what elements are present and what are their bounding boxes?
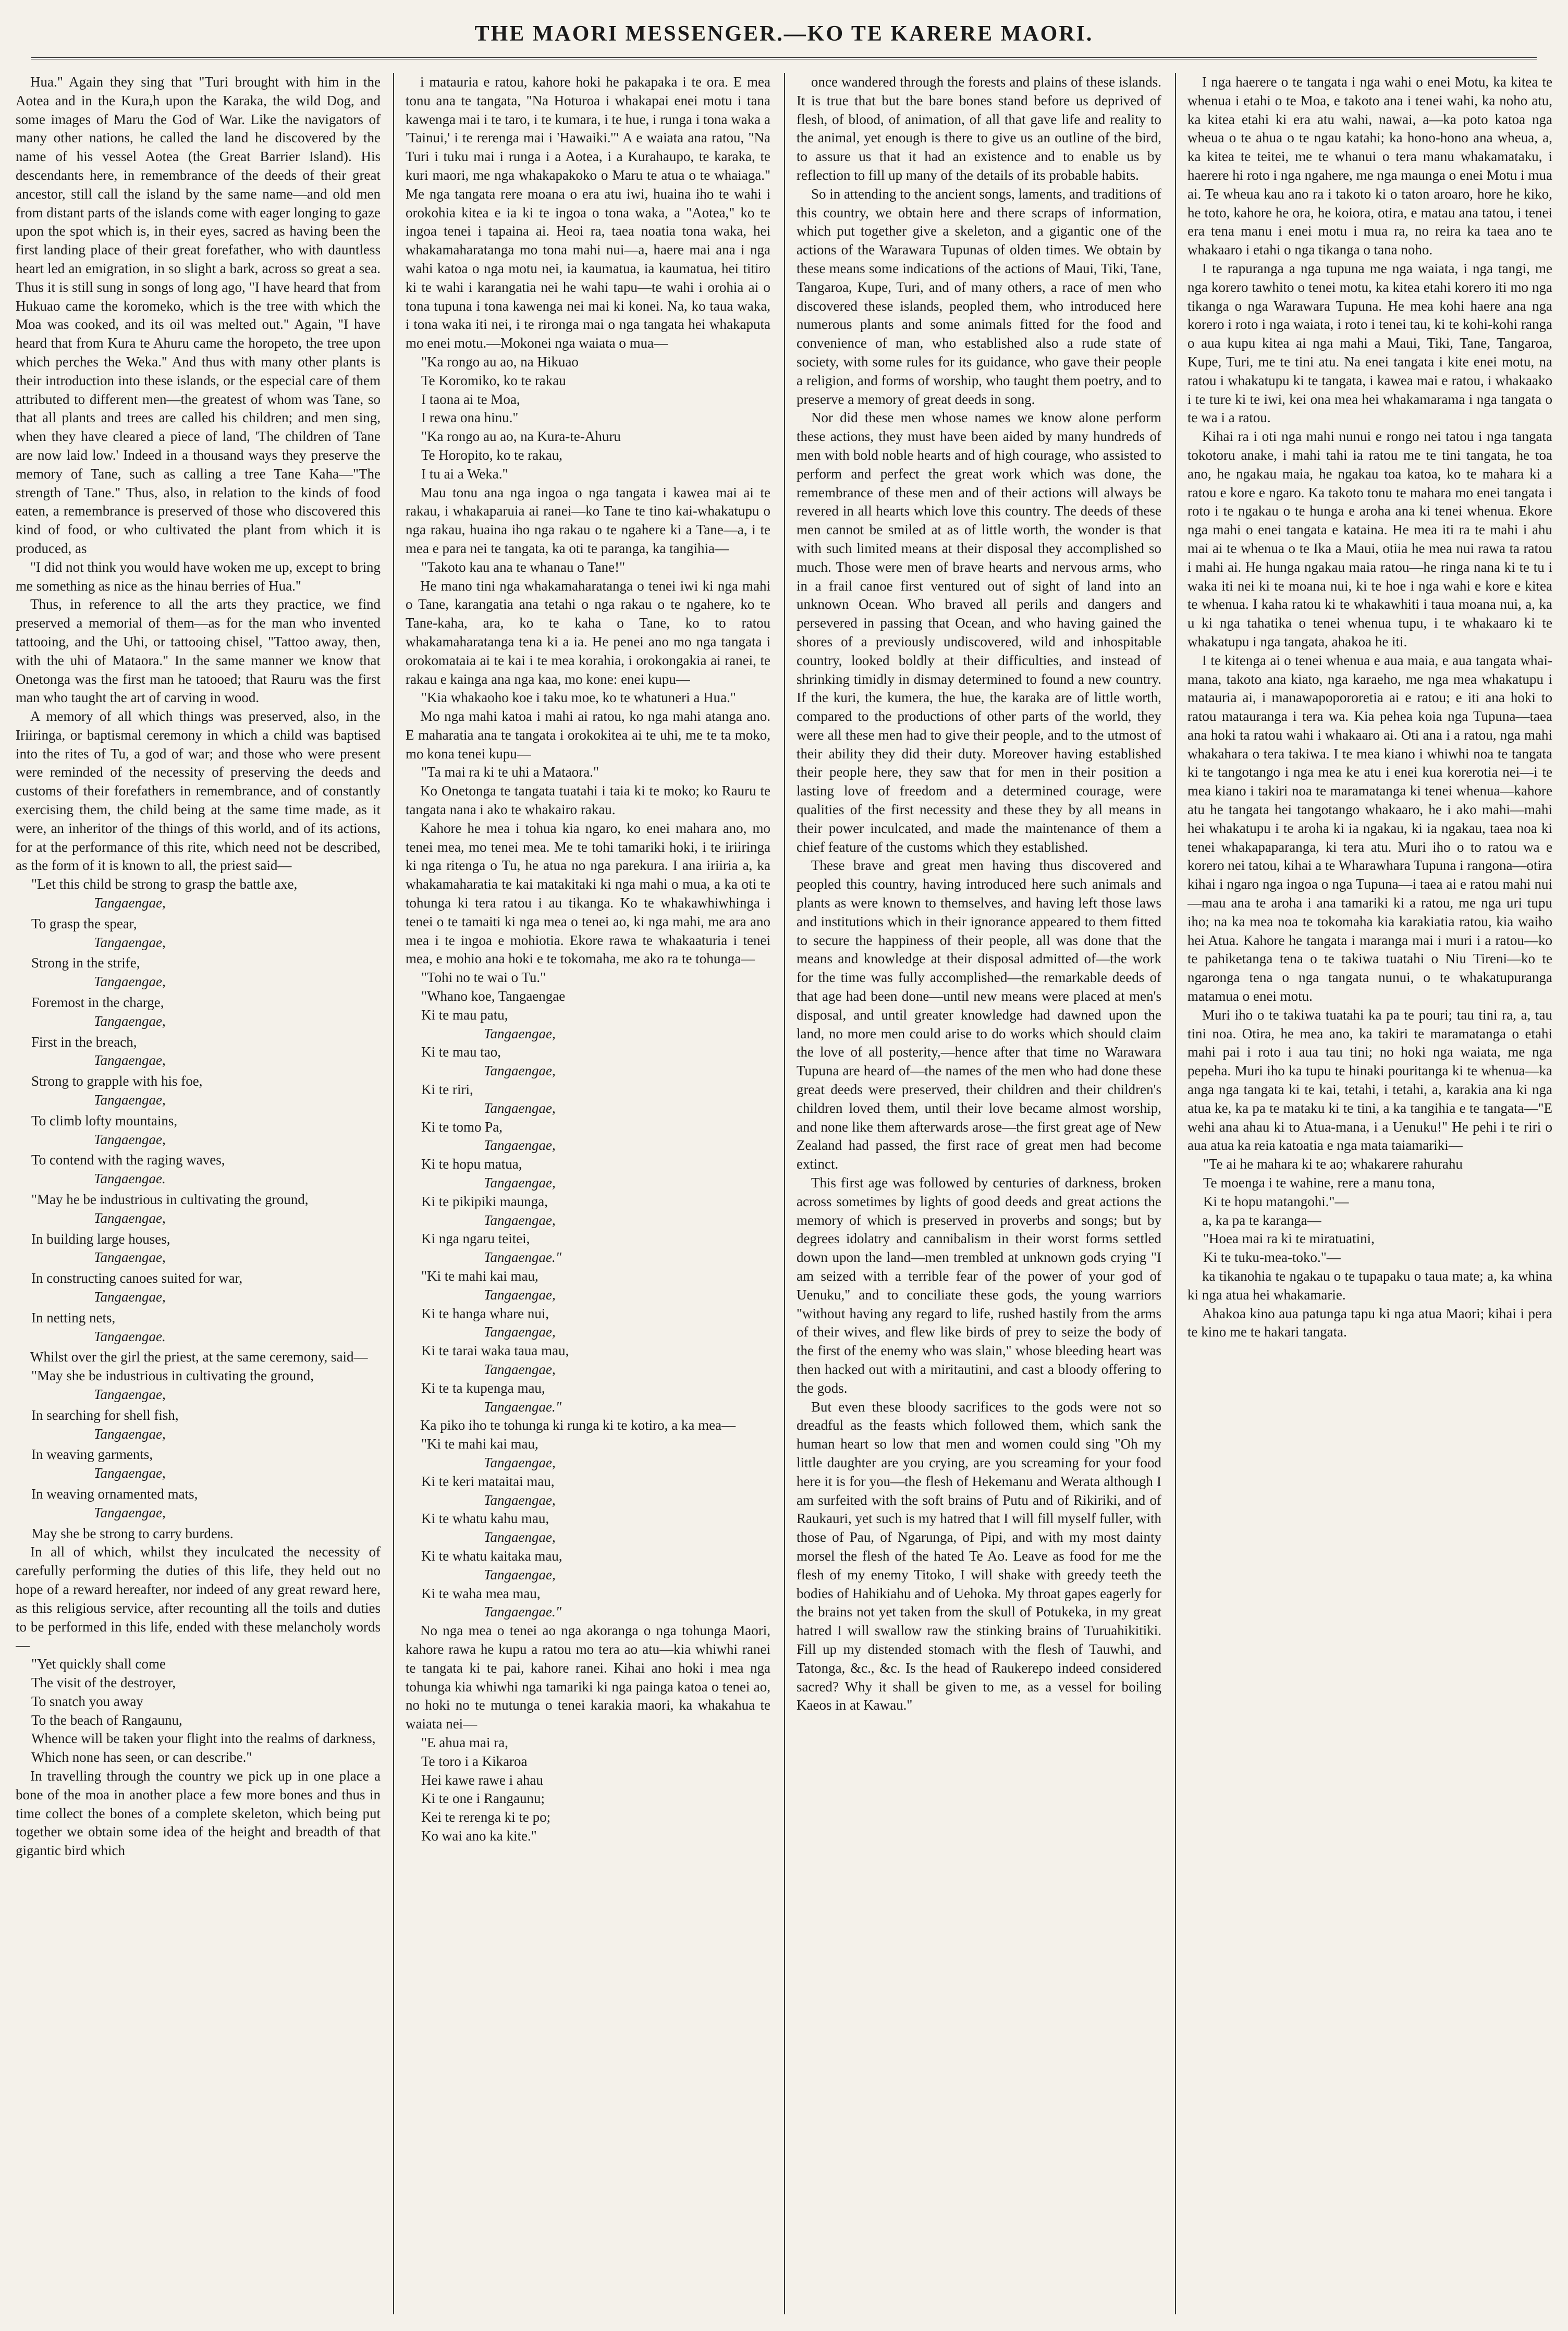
verse-refrain: Tangaengae, [94,895,166,911]
verse-line: To snatch you away [31,1693,143,1709]
verse-refrain: Tangaengae, [484,1529,556,1545]
paragraph: This first age was followed by centuries of darkness, broken across sometimes by lights of good deeds and great actions the memory of which is preserved in proverbs and songs; but by degrees idolatry and cannibalism in their worst forms settled down upon the land—men trembled at unknown gods crying "I am seized with a terrible fear of the power of your god of Uenuku," and to conciliate these gods, the young warriors "without having any regard to life, rushed hastily from the arms of their wives, and flew like birds of prey to seize the body of the first of the enemy who was slain," whose bleeding heart was then hacked out with a miritautini, and cast a bloody offering to the gods. [797,1175,1161,1396]
verse-refrain: Tangaengae." [484,1604,562,1620]
paragraph: A memory of all which things was preserved, also, in the Iriiringa, or baptismal ceremony in which a child was baptised into the rites of Tu, a god of war; and those who were present were reminded of the necessity of preserving the deeds and customs of their forefathers in remembrance, and of constantly exercising them, the child being at the same time made, as it were, an inheritor of the things of this world, and of its actions, for at the performance of this rite, which need not be described, as the form of it is known to all, the priest said— [16,708,381,874]
verse-line: In netting nets, [31,1309,116,1326]
verse-line: Ki te tomo Pa, [421,1119,503,1135]
paragraph: Whilst over the girl the priest, at the same ceremony, said— [30,1349,368,1365]
verse-refrain: Tangaengae, [484,1566,556,1582]
verse-refrain: Tangaengae, [484,1324,556,1340]
column-rule [393,73,394,2314]
paragraph: In travelling through the country we pick up in one place a bone of the moa in another place a few more bones and thus in time collect the bones of a complete skeleton, which being put together we obtain some idea of the height and breadth of that gigantic bird which [16,1768,381,1859]
verse-line: In searching for shell fish, [31,1407,179,1423]
paragraph: Muri iho o te takiwa tuatahi ka pa te pouri; tau tini ra, a, tau tini noa. Otira, he mea ano, ka takiri te maramatanga o etahi mahi pai i roto i aua tau tini; no hoki nga waiata, me nga pepeha. Muri iho ka tupu te hinaki pouritanga ki te whenua—ka anga nga tangata ki te kai, tetahi, i tetahi, a, karakia ana ki nga atua ke, ka pa te mataku ki te tini, a ka tangihia e te tangata—"E wehi ana ahau ki to Atua-mana, i a Uenuku!" He pehi i te riri o aua atua ka reia katoatia e nga mata taiamariki— [1187,1007,1552,1154]
paragraph: Mau tonu ana nga ingoa o nga tangata i kawea mai ai te rakau, i whakaparuia ai ranei—ko Tane te tino kai-whakatupu o nga rakau, huaina iho nga rakau o te ngahere ki a Tane—a, i te mea e para nei te tangata, ka oti te paranga, ka tangihia— [406,484,770,556]
verse-line: In building large houses, [31,1231,170,1247]
paragraph: But even these bloody sacrifices to the gods were not so dreadful as the feasts which followed them, which sank the human heart so low that men and women could sing "Oh my little daughter are you crying, are you screaming for your food here it is for you—the flesh of Hekemanu and Werata although I am surfeited with the soft brains of Putu and of Rikiriki, and of Raukauri, yet such is my hatred that I will fill myself fuller, with those of Pau, of Ngarunga, of Pipi, and with my most dainty morsel the flesh of the hated Te Ao. Leave as food for me the flesh of my enemy Titoko, I will shake with greedy teeth the bodies of Hahikiahu and of Uehoka. My throat gapes eagerly for the brains not yet taken from the skull of Potukeka, in my great hatred I will swallow raw the stinking brains of Turuahikitiki. Fill up my distended stomach with the flesh of Tauwhi, and Tatonga, &c., &c. Is the head of Raukerepo indeed considered sacred? Why it shall be given to me, as a vessel for boiling Kaeos in at Kawau." [797,1398,1161,1713]
verse-line: Ki te waha mea mau, [421,1585,541,1601]
paragraph: So in attending to the ancient songs, laments, and traditions of this country, we obtain here and there scraps of information, which put together give a skeleton, and a gigantic one of the actions of the Warawara Tupunas of olden times. We obtain by these means some indications of the actions of Maui, Tiki, Tane, Tangaroa, Kupe, Turi, and of many others, a race of men who discovered these islands, peopled them, who introduced here numerous plants and some animals fitted for the food and convenience of man, who established also a rude state of society, with some rules for its guidance, who gave their people a religion, and forms of worship, who taught them poetry, and to preserve a memory of great deeds in song. [797,186,1161,407]
verse-refrain: Tangaengae, [94,1426,166,1442]
verse-refrain: Tangaengae, [484,1063,556,1079]
verse-line: I taona ai te Moa, [421,391,520,407]
verse-refrain: Tangaengae." [484,1398,562,1415]
verse-line: The visit of the destroyer, [31,1674,176,1690]
verse-refrain: Tangaengae, [94,1249,166,1266]
column-rule [784,73,785,2314]
verse-line: Te moenga i te wahine, rere a manu tona, [1203,1175,1435,1191]
verse-refrain: Tangaengae." [484,1249,562,1266]
verse-line: Whence will be taken your flight into the realms of darkness, [31,1731,376,1747]
verse-line: May she be strong to carry burdens. [31,1525,234,1541]
verse-line: "Yet quickly shall come [31,1656,166,1672]
verse-line: In weaving ornamented mats, [31,1486,198,1502]
verse-line: "Takoto kau ana te whanau o Tane!" [421,559,626,575]
verse-line: I rewa ona hinu." [421,410,519,426]
verse-line: Ki te pikipiki maunga, [421,1193,548,1209]
verse-line: Ki te one i Rangaunu; [421,1790,545,1807]
verse-refrain: Tangaengae, [94,1386,166,1402]
verse-line: I tu ai a Weka." [421,465,508,482]
verse-line: Ki te mau tao, [421,1044,501,1060]
verse-line: To climb lofty mountains, [31,1112,178,1128]
verse-line: Strong in the strife, [31,955,140,971]
verse-line: Strong to grapple with his foe, [31,1073,203,1089]
paragraph: Thus, in reference to all the arts they practice, we find preserved a memorial of them—as for the man who invented tattooing, and the Uhi, or tattooing chisel, "Tattoo away, then, with the uhi of Mataora." In the same manner we know that Onetonga was the first man he tatooed; that Rauru was the first man who taught the art of carving in wood. [16,596,381,706]
verse-line: To contend with the raging waves, [31,1152,225,1168]
masthead-title: THE MAORI MESSENGER.—KO TE KARERE MAORI. [31,10,1537,59]
verse-line: "Ka rongo au ao, na Kura-te-Ahuru [421,428,621,445]
column-4-maori [1187,73,1552,2314]
column-rule [1175,73,1176,2314]
verse-line: Ki te hopu matangohi."— [1203,1193,1349,1209]
verse-line: Ki te hopu matua, [421,1156,522,1172]
verse-line: To the beach of Rangaunu, [31,1712,182,1728]
verse-line: "Let this child be strong to grasp the battle axe, [31,876,298,892]
verse-refrain: Tangaengae, [94,1092,166,1108]
verse-refrain: Tangaengae, [484,1492,556,1508]
verse-line: "May she be industrious in cultivating the ground, [31,1368,314,1384]
verse-refrain: Tangaengae. [94,1171,166,1187]
paragraph: Ka piko iho te tohunga ki runga ki te kotiro, a ka mea— [420,1417,736,1433]
verse-line: "Kia whakaoho koe i taku moe, ko te whatuneri a Hua." [421,690,736,706]
paragraph: I te rapuranga a nga tupuna me nga waiata, i nga tangi, me nga korero tawhito o tenei motu, ka kitea etahi korero iti mo nga tikanga o nga Warawara Tupuna. He mea kohi haere ana nga korero i roto i nga waiata, i roto i tenei tau, ki te kohi-kohi ranga o aua kupu kitea ai nga mahi a Maui, Tiki, Tane, Tangaroa, Kupe, Turi, me te tini atu. Na enei tangata i kite enei motu, na ratou i whakatupu ki te tangata, i kawea mai e ratou, i whakaako i te ture ki te iwi, kei ona mea hei whakamarama i nga tangata o te wa i a ratou. [1187,260,1552,426]
paragraph: I te kitenga ai o tenei whenua e aua maia, e aua tangata whai-mana, takoto ana kiato, nga karaeho, me nga mea whakatupu i matauria ai, i manawapopororetia ai e ratou; e iti ana hoki to ratou matauranga i tera wa. Kia pehea koia nga Tupuna—taea ana hoki ta ratou wahi i whakaaro ai. Oti ana i a ratou, nga mahi whakahara o tera takiwa. I te mea kiano i whiwhi noa te tangata ki te tangotango i nga mea ke atu i enei kua korerotia nei—i te mea kiano i takiri noa te maramatanga ki tenei whenua—kahore atu he tangata hei tangotango whakaaro, he i ako mahi—mahi hei whakatupu i te aroha ki ia ngakau, ki ia ngakau, taea noa ki tenei whakapaparanga, ki tera atu. Muri iho o to ratou wa e korero nei tatou, kihai a te Wharawhara Tupuna i rangona—otira kihai i ngaro nga ingoa o nga Tupuna—i taea ai e ratou mahi nui—mau ana te aroha i ana tamariki ki a ratou, me nga uri tupu iho; na ka mea noa te tokomaha kia karakiatia ratou, kia waiho hei Atua. Kahore he tangata i maranga mai i muri i a ratou—ko te pahiketanga tena o te takiwa tuatahi o Niu Tireni—ko te ngaronga tena o nga tangata nunui, o te whakatupuranga matamua o enei motu. [1187,652,1552,1004]
verse-refrain: Tangaengae, [94,1289,166,1305]
verse-line: Te Horopito, ko te rakau, [421,447,563,463]
verse-line: Ki te riri, [421,1082,473,1098]
verse-line: "May he be industrious in cultivating the ground, [31,1192,309,1208]
verse-refrain: Tangaengae, [484,1137,556,1154]
verse-refrain: Tangaengae, [94,974,166,990]
verse-line: Ki te tarai waka taua mau, [421,1343,569,1359]
paragraph: ka tikanohia te ngakau o te tupapaku o taua mate; a, ka whina ki nga atua hei whakamarie. [1187,1268,1552,1303]
verse-refrain: Tangaengae, [94,934,166,950]
paragraph: He mano tini nga whakamaharatanga o tenei iwi ki nga mahi o Tane, karangatia ana tetahi o nga rakau o te ngahere, ko te Tane-kaha, ara, ko te kaha o Tane, ko to ratou whakamaharatanga tena ki a ia. He penei ano mo nga tangata i orokomataia ai te kai i te mea korahia, i orokongakia ai ranei, te rakau e kainga ana nga kaa, mo kone: enei kupu— [406,578,770,687]
verse-refrain: Tangaengae, [94,1052,166,1069]
column-1-english [16,73,381,2314]
verse-refrain: Tangaengae, [484,1212,556,1228]
verse-line: "Ta mai ra ki te uhi a Mataora." [421,764,599,780]
paragraph: Hua." Again they sing that "Turi brought with him in the Aotea and in the Kura,h upon the Karaka, the wild Dog, and some images of Maru the God of War. Like the navigators of many other nations, he called the land he discovered by the name of his vessel Aotea (the Great Barrier Island). His descendants here, in remembrance of the deeds of their great ancestor, still call the island by the same name—and old men from distant parts of the islands come with eager longing to gaze upon the spot which is, in their eyes, sacred as having been the first landing place of their great forefather, who with dauntless heart led an emigration, in so slight a bark, across so great a sea. Thus it is still sung in songs of long ago, "I have heard that from Hukuao came the koromeko, which is the tree with which the Moa was cooked, and its oil was melted out." Again, "I have heard that from Kura te Ahuru came the horopeto, the tree upon which perches the Weka." And thus with many other plants is their introduction into these islands, or the especial care of them attributed to different men—the greatest of whom was Tane, so that all plants and trees are called his children; and men sing, when they have cleared a piece of land, 'The children of Tane are now laid low.' Indeed in a thousand ways they preserve the memory of Tane, such as calling a tree Tane Kaha—"The strength of Tane." Thus, also, in relation to the kinds of food eaten, a remembrance is preserved of those who discovered this kind of food, or who cultivated the plant from which it is produced, as [16,74,381,556]
column-2-maori [406,73,770,2314]
verse-line: Te toro i a Kikaroa [421,1753,528,1769]
verse-line: "Tohi no te wai o Tu." [421,970,546,986]
verse-line: "Ki te mahi kai mau, [421,1268,538,1284]
verse-line: First in the breach, [31,1034,137,1050]
verse-line: "Hoea mai ra ki te miratuatini, [1203,1231,1375,1247]
paragraph: These brave and great men having thus discovered and peopled this country, having introduced here such animals and plants as were known to themselves, and having left those laws and institutions which in their ignorance appeared to them fitted to secure the happiness of their people, all was done that the means and knowledge at their disposal admitted of—the work for the time was fully accomplished—the remarkable deeds of that age had been done—until new means were placed at men's disposal, and until greater knowledge had dawned upon the land, no more men could arise to do works which should claim the love of all posterity,—hence after that time no Warawara Tupuna are heard of—the names of the men who had done these great deeds were preserved, their children and their children's children loved them, until their love became almost worship, and none like them afterwards arose—the first great age of New Zealand had passed, the first race of great men had become extinct. [797,857,1161,1172]
paragraph: No nga mea o tenei ao nga akoranga o nga tohunga Maori, kahore rawa he kupu a ratou mo tera ao atu—kia whiwhi ranei te tangata ki te pai, kahore ranei. Kihai ano hoki i mea nga tohunga kia whiwhi nga tamariki ki nga painga katoa o tenei ao, no hoki no te mutunga o tenei karakia maori, ka whakahua te waiata nei— [406,1623,770,1732]
verse-line: "Ki te mahi kai mau, [421,1436,538,1452]
verse-line: Ki te mau patu, [421,1007,508,1023]
verse-refrain: Tangaengae, [94,1210,166,1226]
verse-refrain: Tangaengae, [484,1286,556,1303]
paragraph: i matauria e ratou, kahore hoki he pakapaka i te ora. E mea tonu ana te tangata, "Na Hoturoa i whakapai enei motu i tana kawenga mai i te taro, i te kumara, i te hue, i runga i tona waka a 'Tainui,' i te rerenga mai i 'Hawaiki.'" A e waiata ana ratou, "Na Turi i tuku mai i runga i a Aotea, i a Kurahaupo, te karaka, te kuri maori, me nga whakapakoko o Maru te atua o te whaiaga." Me nga tangata rere moana o era atu iwi, huaina iho te wahi i orokohia kitea e ia ki te ingoa o tona waka, a "Aotea," ko te ingoa tenei i tapaina ai. Heoi ra, taea noatia tona waka, hei whakamaharatanga mo tona mahi nui—a, haere mai ana i nga wahi katoa o nga motu nei, ia kaumatua, ia kaumatua, hei titiro ki te wahi i karangatia nei he wahi tapu—te wahi i orohia ai o tona tupuna i tona kawenga nei mai ki konei. Na, ko taua waka, i tona waka iti nei, i te rironga mai o nga tangata hei whakaputa mo enei motu.—Mokonei nga waiata o mua— [406,74,770,351]
verse-line: Ki te tuku-mea-toko."— [1203,1249,1341,1266]
verse-line: Ki te hanga whare nui, [421,1305,549,1321]
paragraph: In all of which, whilst they inculcated the necessity of carefully performing the duties of this life, they held out no hope of a reward hereafter, nor indeed of any great reward here, as this religious service, after recounting all the toils and duties to be performed in this life, ended with these melancholy words— [16,1544,381,1653]
verse-refrain: Tangaengae, [484,1361,556,1377]
verse-line: Te Koromiko, ko te rakau [421,372,566,388]
verse-line: In weaving garments, [31,1446,153,1463]
verse-line: Ki te whatu kahu mau, [421,1511,549,1527]
paragraph: Mo nga mahi katoa i mahi ai ratou, ko nga mahi atanga ano. E maharatia ana te tangata i orokokitea ai te uhi, me te ta moko, mo kona tenei kupu— [406,708,770,762]
verse-line: Ko wai ano ka kite." [421,1827,537,1844]
paragraph: Kihai ra i oti nga mahi nunui e rongo nei tatou i nga tangata tokotoru anake, i mahi tahi ia ratou me te tini tangata, he toa ano, he ngakau maia, he ngakau toa katoa, ko te mahara ki a ratou e kore e ngaro. Ka takoto tonu te mahara mo enei tangata i roto i te ngakau o te hunga e aroha ana ki tenei whenua. Ekore nga mahi o enei tangata e kataina. He mea iti ra te mahi i ahu mai ai te whenua o te Ika a Maui, otiia he mea nui rawa ta ratou i mahi ai. He hunga ngakau maia ratou—he ringa nana ki te tu i waka iti nei ki te moana nui, ki te hoe i nga wahi e kore e kitea te whenua. I kaha ratou ki te whakawhiti i taua moana nui, a, ka u ki nga tahatika o tenei whenua tupu, i te whakaaro ki te whakatupu i nga tangata, ahakoa he iti. [1187,428,1552,649]
verse-line: "Whano koe, Tangaengae [421,988,566,1004]
verse-refrain: Tangaengae, [484,1175,556,1191]
verse-line: Ki nga ngaru teitei, [421,1231,530,1247]
verse-refrain: Tangaengae, [484,1454,556,1470]
verse-refrain: Tangaengae, [94,1131,166,1147]
paragraph: Kahore he mea i tohua kia ngaro, ko enei mahara ano, mo tenei mea, mo tenei mea. Me te tohi tamariki hoki, i te iriiringa ki nga ritenga o Tu, he atua no nga parekura. I ana iriiria a, ka whakamaharatia te kai matakitaki ki nga mahi o mua, a ka oti te tohunga ki tera ratou i au tikanga. Ko te whakawhiwhinga i tenei o te tamaiti ki nga mea o tenei ao, ki nga mahi, me ara ano mea i te ingoa e mohiotia. Ekore rawa te whakaaturia i tenei mea, e mohio ana hoki e te tokomaha, me ako ra te tohunga— [406,820,770,967]
verse-line: "Te ai he mahara ki te ao; whakarere rahurahu [1203,1156,1463,1172]
verse-refrain: Tangaengae, [94,1013,166,1029]
verse-line: Which none has seen, or can describe." [31,1749,252,1765]
paragraph: a, ka pa te karanga— [1202,1212,1321,1228]
verse-refrain: Tangaengae, [484,1100,556,1116]
verse-line: "E ahua mai ra, [421,1734,508,1750]
column-3-english [797,73,1161,2314]
paragraph: once wandered through the forests and plains of these islands. It is true that but the bare bones stand before us deprived of flesh, of blood, of animation, of all that gave life and reality to the animal, yet enough is there to give us an outline of the bird, to assure us that it had an existence and to enable us by reflection to fill up many of the details of its probable habits. [797,74,1161,183]
verse-line: Ki te ta kupenga mau, [421,1380,545,1396]
verse-line: Ki te keri mataitai mau, [421,1473,555,1489]
verse-refrain: Tangaengae. [94,1328,166,1344]
paragraph: I nga haerere o te tangata i nga wahi o enei Motu, ka kitea te whenua i etahi o te Moa, e takoto ana i tenei wahi, ka noho atu, ka kitea etahi ki era atu wahi, nawai, a—ka poto katoa nga wheua o te ahua o te ngau katahi; ka hono-hono ana wheua, a, ka kitea te teitei, me te whanui o tera manu whakamataku, i haerere hi roto i nga ngahere, me nga maunga o enei Motu i mua ai. Te wheua kau ano ra i takoto ki o taton aroaro, hore he kiko, he toto, kahore he ora, he koiora, otira, e matau ana tatou, i tenei era tena manu i enei motu i mua ra, no reira ka taea ano te whakaaro i etahi o nga tikanga o tana noho. [1187,74,1552,258]
verse-line: To grasp the spear, [31,915,137,931]
verse-line: Kei te rerenga ki te po; [421,1809,551,1825]
verse-refrain: Tangaengae, [94,1504,166,1520]
verse-line: Ki te whatu kaitaka mau, [421,1548,562,1564]
verse-line: Hei kawe rawe i ahau [421,1772,543,1788]
verse-refrain: Tangaengae, [94,1465,166,1481]
paragraph: Ko Onetonga te tangata tuatahi i taia ki te moko; ko Rauru te tangata nana i ako te whakairo rakau. [406,783,770,818]
paragraph: Ahakoa kino aua patunga tapu ki nga atua Maori; kihai i pera te kino me te hakari tangata. [1187,1305,1552,1340]
paragraph: Nor did these men whose names we know alone perform these actions, they must have been aided by many hundreds of men with bold noble hearts and of high courage, who assisted to perform and perfect the great work which was done, the remembrance of these men and of their actions will always be revered in all hearts which love this country. The deeds of these men cannot be smiled at as of little worth, the wonder is that with such limited means at their disposal they accomplished so much. Those were men of brave hearts and nervous arms, who in a frail canoe first ventured out of sight of land into an unknown Ocean. Who braved all perils and dangers and persevered in passing that Ocean, and who having gained the shores of a previously undiscovered, wild and inhospitable country, looked boldly at their difficulties, and instead of shrinking timidly in dismay determined to found a new country. If the kuri, the kumera, the hue, the karaka are of little worth, compared to the productions of other parts of the world, they were all these men had to give their people, and to the utmost of their ability they did their duty. Moreover having established their people here, they saw that for men in their position a lasting love of freedom and a determined courage, were qualities of the first necessity and these they by all means in their power inculcated, and made the maintenance of them a chief feature of the customs which they established. [797,410,1161,855]
verse-line: "Ka rongo au ao, na Hikuao [421,353,579,370]
paragraph: "I did not think you would have woken me up, except to bring me something as nice as the hinau berries of Hua." [16,559,381,594]
verse-line: In constructing canoes suited for war, [31,1270,243,1286]
verse-refrain: Tangaengae, [484,1025,556,1041]
verse-line: Foremost in the charge, [31,995,164,1011]
